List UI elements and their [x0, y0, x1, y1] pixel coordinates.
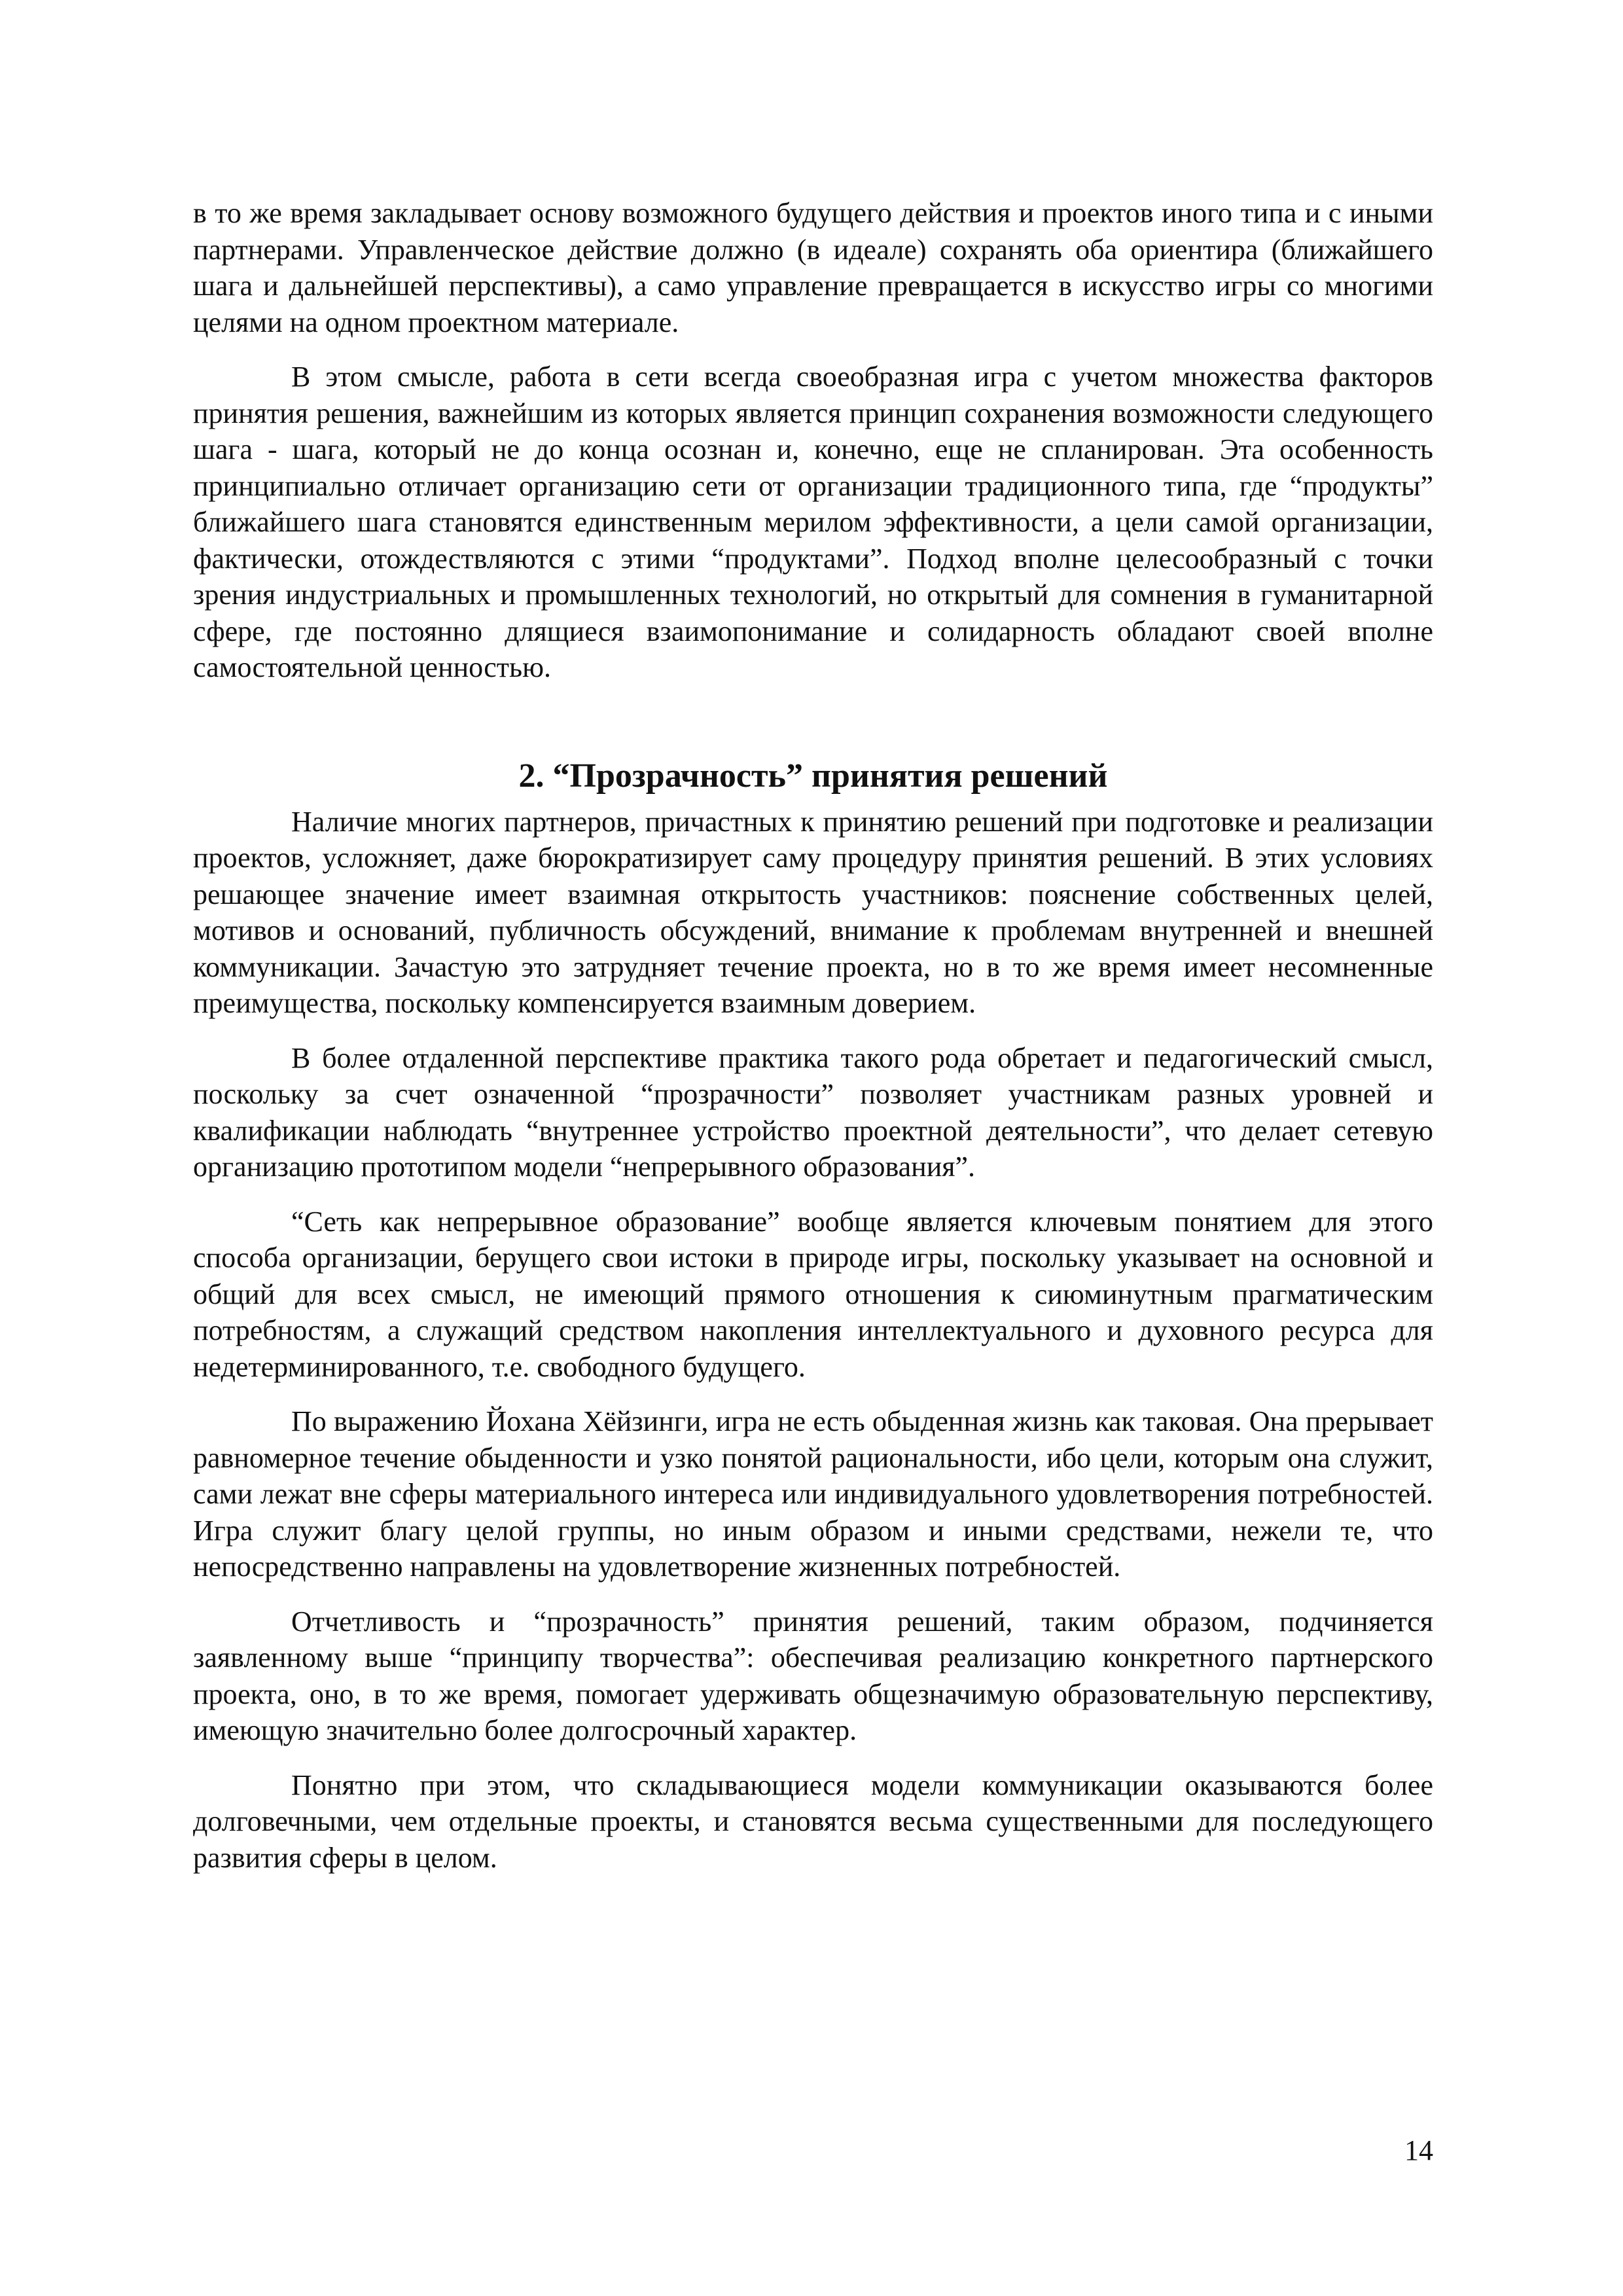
paragraph-transparency: Отчетливость и “прозрачность” принятия решений, таким образом, подчиняется заявленному выше “принципу творчества”: обеспечивая реализацию конкретного партнерского проекта, оно, в то же время, помогает удерживать общезначимую образовательную перспективу, имеющую значительно более долгосрочный характер. [193, 1605, 1433, 1746]
paragraph-network-game: В этом смысле, работа в сети всегда своеобразная игра с учетом множества факторов принятия решения, важнейшим из которых является принцип сохранения возможности следующего шага - шага, который не до конца осознан и, конечно, еще не спланирован. Эта особенность принципиально отличает организацию сети от организации традиционного типа, где “продукты” ближайшего шага становятся единственным мерилом эффективности, а цели самой организации, фактически, отождествляются с этими “продуктами”. Подход вполне целесообразный с точки зрения индустриальных и промышленных технологий, но открытый для сомнения в гуманитарной сфере, где постоянно длящиеся взаимопонимание и солидарность обладают своей вполне самостоятельной ценностью. [193, 361, 1433, 683]
paragraph-continuous-education: “Сеть как непрерывное образование” вообще является ключевым понятием для этого способа организации, берущего свои истоки в природе игры, поскольку указывает на основной и общий для всех смысл, не имеющий прямого отношения к сиюминутным прагматическим потребностям, а служащий средством накопления интеллектуального и духовного ресурса для недетерминированного, т.е. свободного будущего. [193, 1205, 1433, 1383]
paragraph-communication-models: Понятно при этом, что складывающиеся модели коммуникации оказываются более долговечными, чем отдельные проекты, и становятся весьма существенными для последующего развития сферы в целом. [193, 1768, 1433, 1874]
section-heading: 2. “Прозрачность” принятия решений [518, 757, 1108, 795]
page-number: 14 [1404, 2134, 1433, 2166]
document-page [193, 195, 1433, 1894]
paragraph-huizinga: По выражению Йохана Хёйзинги, игра не есть обыденная жизнь как таковая. Она прерывает равномерное течение обыденности и узко понятой рациональности, ибо цели, которым она служит, сами лежат вне сферы материального интереса или индивидуального удовлетворения потребностей. Игра служит благу целой группы, но иным образом и иными средствами, нежели те, что непосредственно направлены на удовлетворение жизненных потребностей. [193, 1405, 1433, 1583]
paragraph-continuation: в то же время закладывает основу возможного будущего действия и проектов иного типа и с иными партнерами. Управленческое действие должно (в идеале) сохранять оба ориентира (ближайшего шага и дальнейшей перспективы), а само управление превращается в искусство игры со многими целями на одном проектном материале. [193, 197, 1433, 338]
paragraph-partners: Наличие многих партнеров, причастных к принятию решений при подготовке и реализации проектов, усложняет, даже бюрократизирует саму процедуру принятия решений. В этих условиях решающее значение имеет взаимная открытость участников: пояснение собственных целей, мотивов и оснований, публичность обсуждений, внимание к проблемам внутренней и внешней коммуникации. Зачастую это затрудняет течение проекта, но в то же время имеет несомненные преимущества, поскольку компенсируется взаимным доверием. [193, 805, 1433, 1019]
paragraph-pedagogical: В более отдаленной перспективе практика такого рода обретает и педагогический смысл, поскольку за счет означенной “прозрачности” позволяет участникам разных уровней и квалификации наблюдать “внутреннее устройство проектной деятельности”, что делает сетевую организацию прототипом модели “непрерывного образования”. [193, 1041, 1433, 1183]
